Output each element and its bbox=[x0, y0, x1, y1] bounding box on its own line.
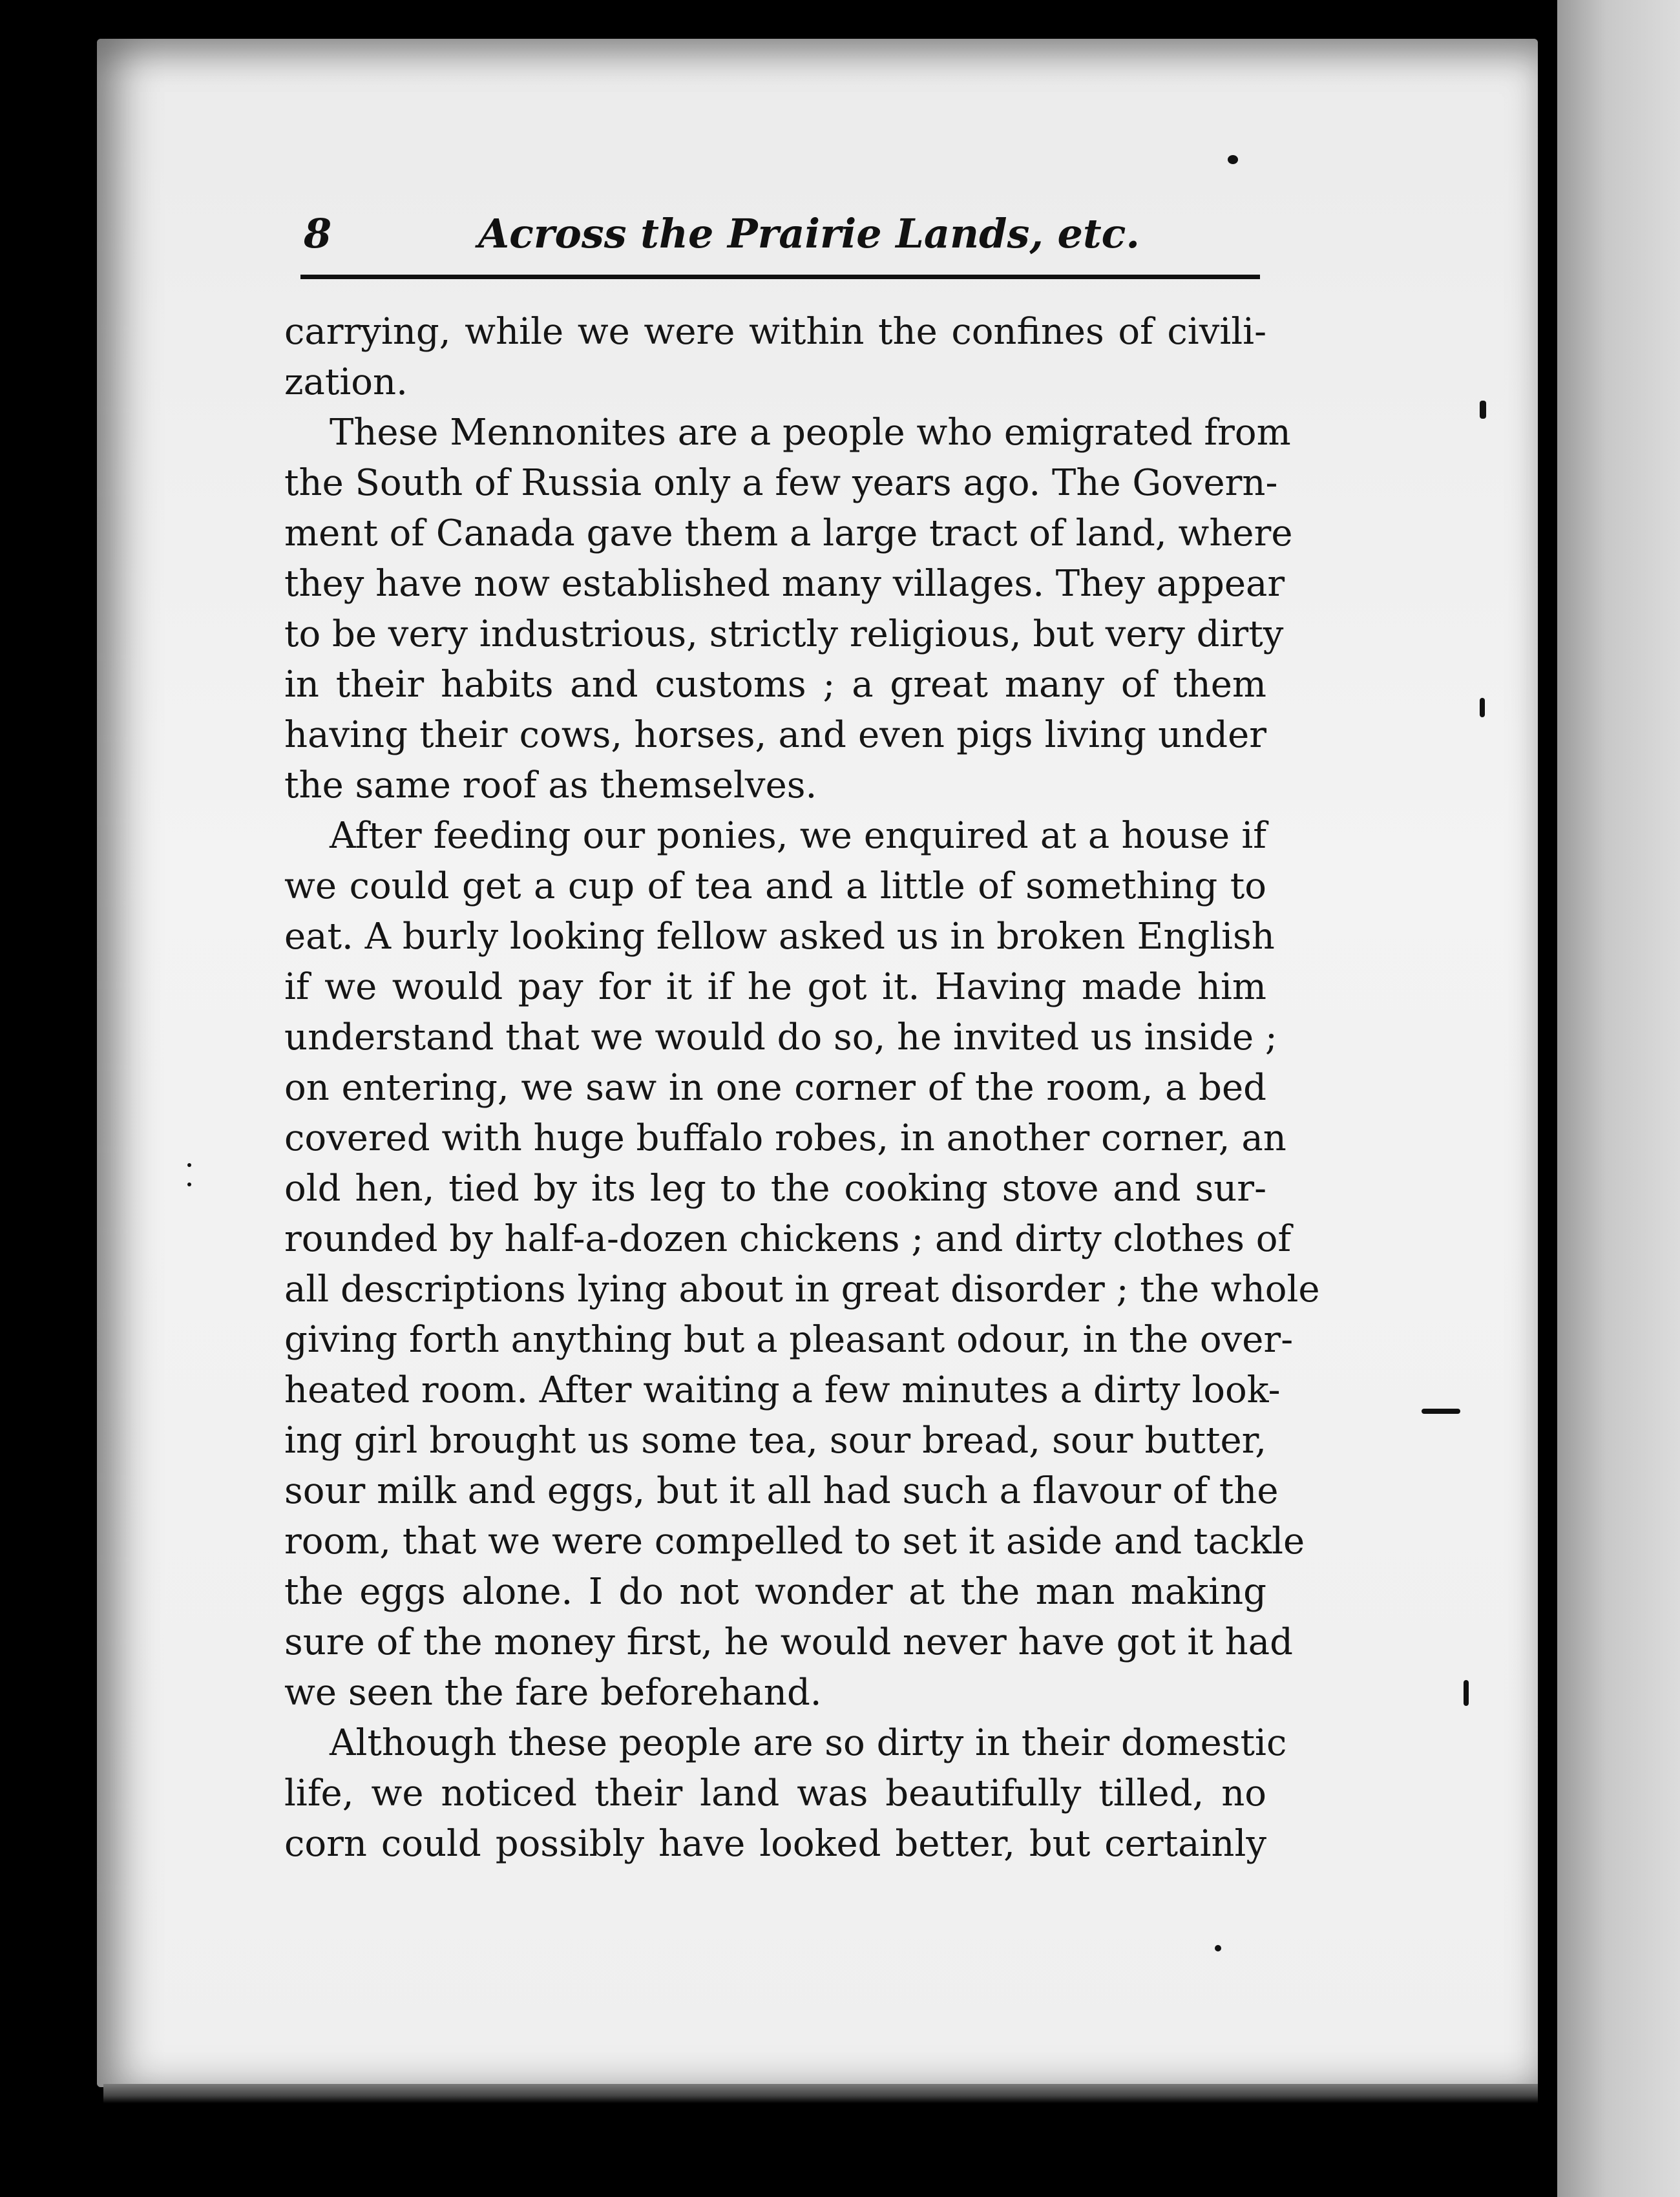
scan-speck bbox=[187, 1163, 191, 1167]
text-line: ment of Canada gave them a large tract of land, where bbox=[284, 512, 1293, 554]
text-line: After feeding our ponies, we enquired at a house if bbox=[330, 815, 1266, 857]
text-line: the same roof as themselves. bbox=[284, 764, 817, 806]
scan-speck bbox=[187, 1183, 191, 1186]
page-bottom-edge bbox=[103, 2084, 1538, 2103]
text-line: room, that we were compelled to set it aside and tackle bbox=[284, 1520, 1305, 1562]
text-line: life, we noticed their land was beautifully tilled, no bbox=[284, 1772, 1266, 1814]
text-line: carrying, while we were within the confines of civili- bbox=[284, 311, 1266, 353]
text-line: we seen the fare beforehand. bbox=[284, 1672, 822, 1714]
text-line: heated room. After waiting a few minutes a dirty look- bbox=[284, 1369, 1281, 1411]
text-line: the eggs alone. I do not wonder at the man making bbox=[284, 1571, 1266, 1613]
text-line: understand that we would do so, he invited us inside ; bbox=[284, 1016, 1277, 1058]
text-line: to be very industrious, strictly religious, but very dirty bbox=[284, 613, 1284, 655]
scan-speck bbox=[1480, 698, 1485, 717]
scan-speck bbox=[1228, 155, 1238, 164]
text-line: old hen, tied by its leg to the cooking stove and sur- bbox=[284, 1168, 1266, 1210]
text-line: all descriptions lying about in great disorder ; the whole bbox=[284, 1268, 1320, 1310]
page-number: 8 bbox=[304, 210, 332, 257]
running-head bbox=[304, 210, 1260, 268]
text-line: in their habits and customs ; a great many of them bbox=[284, 664, 1266, 706]
text-line: the South of Russia only a few years ago. The Govern- bbox=[284, 462, 1278, 504]
text-line: on entering, we saw in one corner of the room, a bed bbox=[284, 1067, 1266, 1109]
text-line: eat. A burly looking fellow asked us in broken English bbox=[284, 916, 1275, 958]
text-line: they have now established many villages. They appear bbox=[284, 563, 1285, 605]
running-title: Across the Prairie Lands, etc. bbox=[478, 210, 1140, 257]
header-rule bbox=[300, 275, 1260, 279]
scan-speck bbox=[1464, 1680, 1469, 1706]
text-line: Although these people are so dirty in their domestic bbox=[330, 1722, 1287, 1764]
scan-speck bbox=[1480, 401, 1486, 419]
text-line: covered with huge buffalo robes, in another corner, an bbox=[284, 1117, 1286, 1159]
text-line: ing girl brought us some tea, sour bread, sour butter, bbox=[284, 1420, 1266, 1462]
text-line: sure of the money first, he would never have got it had bbox=[284, 1621, 1293, 1663]
text-line: rounded by half-a-dozen chickens ; and dirty clothes of bbox=[284, 1218, 1292, 1260]
facing-page-edge bbox=[1557, 0, 1680, 2197]
text-line: if we would pay for it if he got it. Having made him bbox=[284, 966, 1266, 1008]
text-line: sour milk and eggs, but it all had such a flavour of the bbox=[284, 1470, 1279, 1512]
scan-speck bbox=[1215, 1945, 1221, 1951]
text-line: corn could possibly have looked better, but certainly bbox=[284, 1823, 1266, 1865]
text-line: These Mennonites are a people who emigrated from bbox=[330, 412, 1291, 454]
text-line: zation. bbox=[284, 361, 408, 403]
text-line: we could get a cup of tea and a little of something to bbox=[284, 865, 1266, 907]
body-text bbox=[284, 307, 1320, 1869]
text-line: having their cows, horses, and even pigs living under bbox=[284, 714, 1266, 756]
text-line: giving forth anything but a pleasant odour, in the over- bbox=[284, 1319, 1294, 1361]
scan-speck bbox=[1422, 1409, 1460, 1414]
